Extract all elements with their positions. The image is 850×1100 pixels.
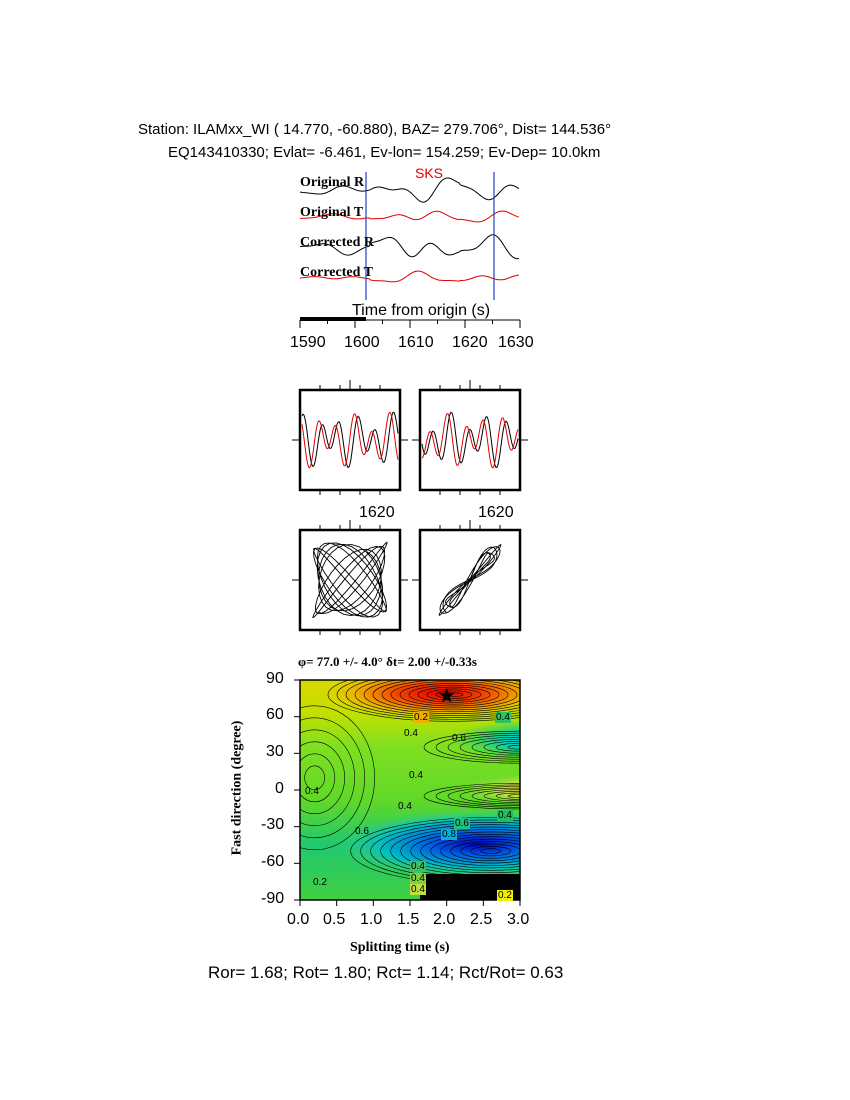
- ratio-footer: Ror= 1.68; Rot= 1.80; Rct= 1.14; Rct/Rot= 0.63: [208, 963, 564, 982]
- window-waveform: [302, 412, 398, 467]
- particle-motion-original: [300, 530, 400, 630]
- contour-label: 0.6: [355, 826, 369, 837]
- contour-label: 0.6: [452, 733, 466, 744]
- heatmap-field: [255, 667, 631, 900]
- window-panels: [0, 380, 850, 640]
- y-tick: -60: [261, 853, 285, 870]
- window-waveform: [422, 412, 518, 467]
- x-tick: 1.0: [360, 911, 383, 928]
- time-tick-1610: 1610: [398, 334, 434, 351]
- window-tick-left: 1620: [359, 504, 395, 521]
- contour-label: 0.4: [498, 810, 512, 821]
- contour-label: 0.2: [498, 890, 512, 901]
- y-tick: 30: [266, 743, 284, 760]
- particle-motion-corrected: [420, 530, 520, 630]
- contour-label: 0.4: [398, 801, 412, 812]
- sks-phase-label: SKS: [415, 165, 444, 181]
- grid-title-phi: φ= 77.0 +/- 4.0°: [298, 654, 383, 669]
- x-tick: 2.5: [470, 911, 493, 928]
- time-tick-1600: 1600: [344, 334, 380, 351]
- y-tick: -90: [261, 890, 285, 907]
- window-box-corrected: [420, 390, 520, 490]
- x-tick: 3.0: [507, 911, 530, 928]
- grid-ylabel: Fast direction (degree): [229, 720, 245, 856]
- x-tick: 0.5: [323, 911, 346, 928]
- contour-label: 0.6: [455, 818, 469, 829]
- trace-label-original-r: Original R: [300, 175, 365, 190]
- trace-label-corrected-t: Corrected T: [300, 265, 373, 280]
- contour-label: 0.4: [305, 786, 319, 797]
- contour-label: 0.4: [496, 712, 510, 723]
- y-tick: 60: [266, 706, 284, 723]
- contour-label: 0.4: [411, 861, 425, 872]
- y-tick: 0: [275, 780, 284, 797]
- contour-label: 0.4: [409, 770, 423, 781]
- trace-label-corrected-r: Corrected R: [300, 235, 374, 250]
- window-tick-right: 1620: [478, 504, 514, 521]
- y-tick: 90: [266, 670, 284, 687]
- trace-label-original-t: Original T: [300, 205, 364, 220]
- contour-label: 0.4: [411, 884, 425, 895]
- x-tick: 1.5: [397, 911, 420, 928]
- x-tick: 2.0: [433, 911, 456, 928]
- x-tick: 0.0: [287, 911, 310, 928]
- grid-title-dt: δt= 2.00 +/-0.33s: [386, 654, 477, 669]
- grid-xlabel: Splitting time (s): [350, 940, 450, 955]
- time-tick-1630: 1630: [498, 334, 534, 351]
- contour-label: 0.2: [414, 712, 428, 723]
- time-tick-1620: 1620: [452, 334, 488, 351]
- station-header: Station: ILAMxx_WI ( 14.770, -60.880), BAZ= 279.706°, Dist= 144.536°: [138, 121, 612, 138]
- contour-label: 0.4: [411, 873, 425, 884]
- window-box-original: [300, 390, 400, 490]
- time-tick-1590: 1590: [290, 334, 326, 351]
- contour-label: 0.4: [404, 728, 418, 739]
- event-header: EQ143410330; Evlat= -6.461, Ev-lon= 154.259; Ev-Dep= 10.0km: [168, 144, 601, 161]
- contour-label: 0.2: [313, 877, 327, 888]
- y-tick: -30: [261, 816, 285, 833]
- time-ticks: [300, 320, 520, 328]
- time-axis-label: Time from origin (s): [352, 302, 491, 319]
- particle-motion-path: [439, 545, 501, 616]
- particle-motion-path: [313, 542, 387, 617]
- contour-label: 0.8: [442, 829, 456, 840]
